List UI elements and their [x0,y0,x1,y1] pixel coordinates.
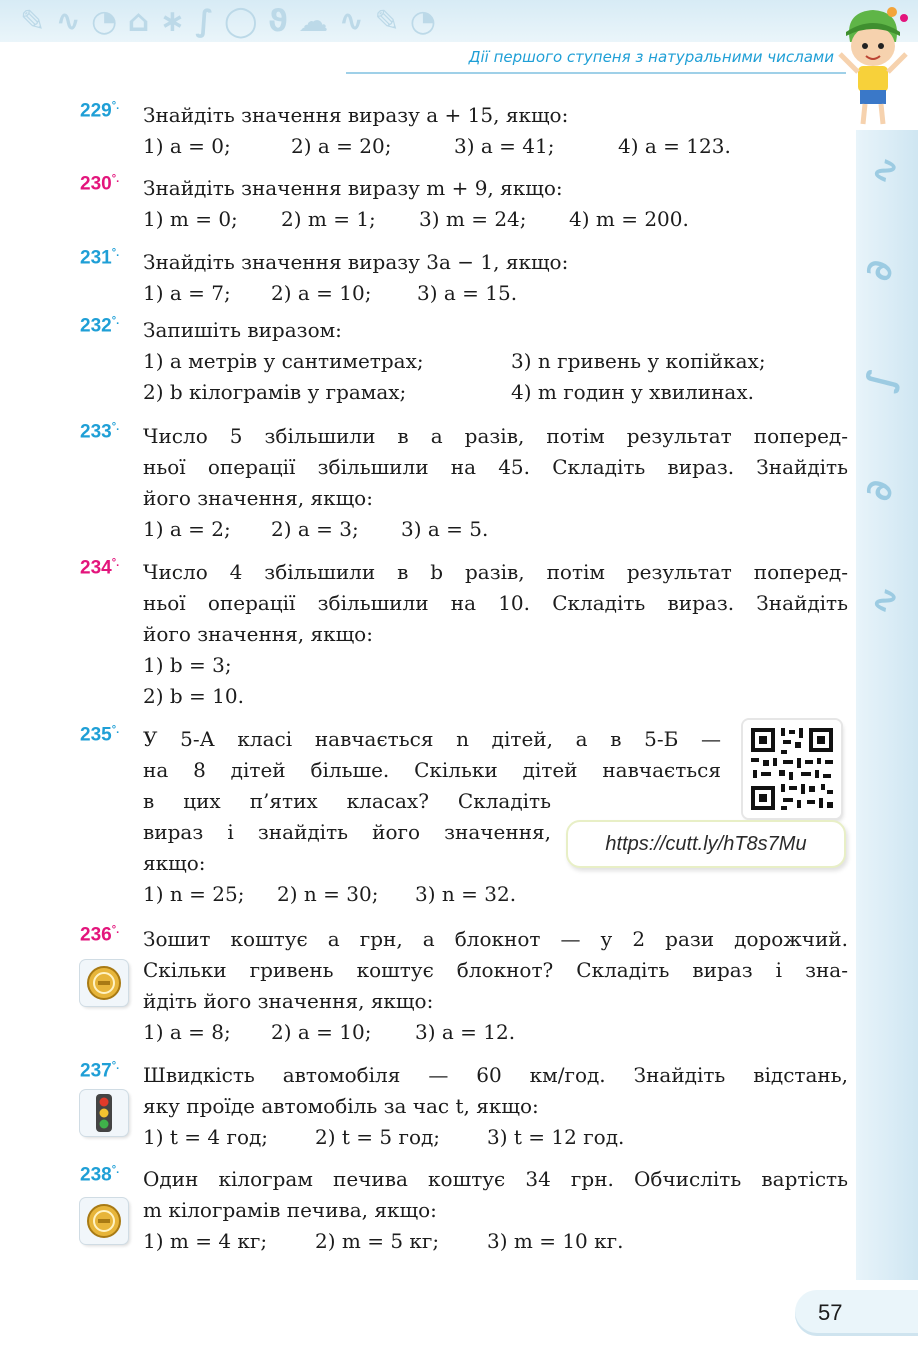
side-doodle-icon: ∿ [862,152,908,189]
answer-options: 1) a = 0; 2) a = 20; 3) a = 41; 4) a = 123. [143,134,731,158]
answer-option: 2) b = 10. [143,684,244,708]
problem-text: Скільки гривень коштує блокнот? Складіть вираз і зна- [143,958,848,982]
problem-text: ньої операції збільшили на 45. Складіть вираз. Знайдіть [143,455,848,479]
problem-text: Запишіть виразом: [143,318,342,342]
answer-options: 1) a = 2; 2) a = 3; 3) a = 5. [143,517,489,541]
problem-number: 230°. [80,173,120,195]
problem-text: його значення, якщо: [143,622,373,646]
side-decorative-band [856,130,918,1280]
qr-link[interactable]: https://cutt.ly/hT8s7Mu [566,820,846,868]
problem-text: Зошит коштує a грн, а блокнот — у 2 рази дорожчий. [143,927,848,951]
page-number: 57 [818,1300,843,1325]
problem-number: 237°. [80,1060,120,1082]
problem-number: 234°. [80,557,120,579]
problem-text: m кілограмів печива, якщо: [143,1198,437,1222]
answer-options: 1) t = 4 год; 2) t = 5 год; 3) t = 12 год. [143,1125,625,1149]
problem-number: 235°. [80,724,120,746]
qr-code-icon[interactable] [743,720,841,818]
side-doodle-icon: ∿ [862,582,908,619]
problem-text: яку проїде автомобіль за час t, якщо: [143,1094,539,1118]
answer-options: 2) b кілограмів у грамах; 4) m годин у хвилинах. [143,380,754,404]
problem-text: Число 5 збільшили в a разів, потім результат поперед- [143,424,848,448]
side-doodle-icon: ∫ [858,366,904,395]
answer-options: 1) a = 8; 2) a = 10; 3) a = 12. [143,1020,516,1044]
page-section-title: Дії першого ступеня з натуральними числами [468,48,834,66]
problem-text: в цих п’ятих класах? Складіть [143,789,551,813]
answer-options: 1) m = 0; 2) m = 1; 3) m = 24; 4) m = 200. [143,207,689,231]
problem-text: на 8 дітей більше. Скільки дітей навчається [143,758,721,782]
top-decorative-band [0,0,918,42]
problem-text: Знайдіть значення виразу 3a − 1, якщо: [143,250,569,274]
answer-options: 1) m = 4 кг; 2) m = 5 кг; 3) m = 10 кг. [143,1229,624,1253]
problem-text: Швидкість автомобіля — 60 км/год. Знайдіть відстань, [143,1063,848,1087]
running-header [346,42,846,74]
coin-icon [80,960,128,1006]
doodle-icon: ✎ ∿ ◔ ⌂ ∗ ∫ ◯ ϑ ☁ ∿ ✎ ◔ [20,4,437,39]
problem-text: Знайдіть значення виразу a + 15, якщо: [143,103,569,127]
problem-number: 229°. [80,100,120,122]
problem-number: 238°. [80,1164,120,1186]
problem-text: його значення, якщо: [143,486,373,510]
problem-text: Один кілограм печива коштує 34 грн. Обчисліть вартість [143,1167,848,1191]
side-doodle-icon: ∂ [857,257,902,284]
problem-text: У 5-А класі навчається n дітей, а в 5-Б — [143,727,721,751]
problem-text: ньої операції збільшили на 10. Складіть вираз. Знайдіть [143,591,848,615]
side-doodle-icon: ∂ [857,477,902,504]
coin-icon [80,1198,128,1244]
traffic-light-icon [80,1090,128,1136]
problem-text: Знайдіть значення виразу m + 9, якщо: [143,176,563,200]
problem-text: якщо: [143,851,206,875]
problem-text: Число 4 збільшили в b разів, потім результат поперед- [143,560,848,584]
problem-number: 232°. [80,315,120,337]
problem-number: 236°. [80,924,120,946]
answer-option: 1) b = 3; [143,653,232,677]
problem-number: 231°. [80,247,120,269]
answer-options: 1) a метрів у сантиметрах; 3) n гривень у копійках; [143,349,766,373]
answer-options: 1) n = 25; 2) n = 30; 3) n = 32. [143,882,517,906]
page-number-tab [795,1290,918,1336]
problem-text: вираз і знайдіть його значення, [143,820,551,844]
problem-number: 233°. [80,421,120,443]
problem-text: йдіть його значення, якщо: [143,989,434,1013]
answer-options: 1) a = 7; 2) a = 10; 3) a = 15. [143,281,518,305]
